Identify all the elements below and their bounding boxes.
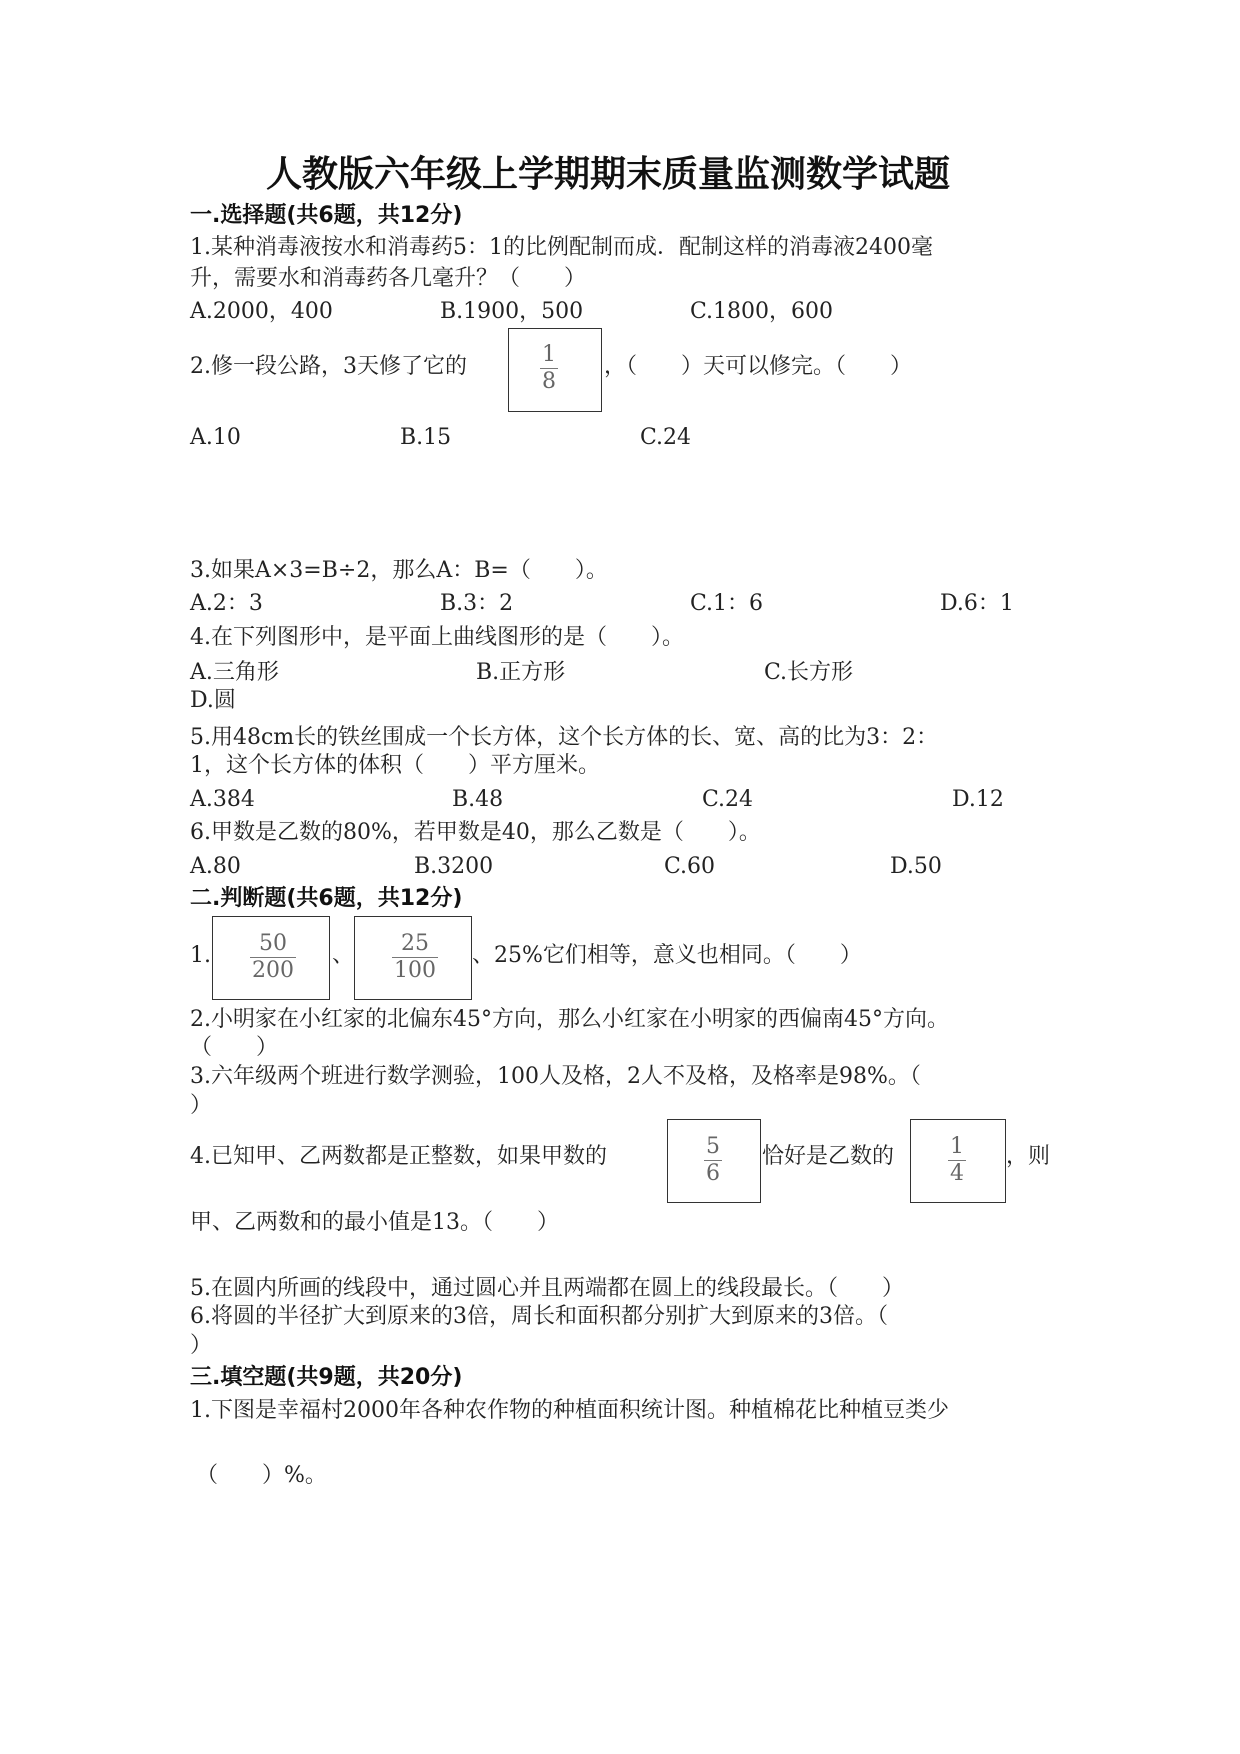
judgement-2-line-2: （ ） bbox=[190, 1035, 279, 1060]
judgement-3-line-1: 3.六年级两个班进行数学测验，100人及格，2人不及格，及格率是98%。（ bbox=[190, 1064, 921, 1089]
judgement-4-stem-pre: 4.已知甲、乙两数都是正整数，如果甲数的 bbox=[190, 1144, 607, 1169]
question-3-option-b: B.3：2 bbox=[440, 591, 514, 616]
fraction-numerator: 5 bbox=[706, 1134, 720, 1159]
question-1-option-b: B.1900，500 bbox=[440, 299, 584, 324]
judgement-3-line-2: ） bbox=[190, 1093, 213, 1118]
question-2-stem-pre: 2.修一段公路，3天修了它的 bbox=[190, 354, 467, 379]
fraction-denominator: 6 bbox=[706, 1161, 720, 1186]
fill-1-line-2: （ ）%。 bbox=[196, 1463, 327, 1488]
question-6-option-a: A.80 bbox=[190, 854, 241, 879]
section-heading-judgement: 二.判断题(共6题，共12分) bbox=[190, 886, 463, 911]
judgement-6-line-1: 6.将圆的半径扩大到原来的3倍，周长和面积都分别扩大到原来的3倍。（ bbox=[190, 1304, 888, 1329]
question-1-line-2: 升，需要水和消毒药各几毫升？（ ） bbox=[190, 266, 587, 291]
question-3-stem: 3.如果A×3=B÷2，那么A：B=（ ）。 bbox=[190, 558, 608, 583]
fraction-denominator: 100 bbox=[394, 958, 436, 983]
question-1-option-a: A.2000，400 bbox=[190, 299, 333, 324]
question-4-option-a: A.三角形 bbox=[190, 660, 279, 685]
section-heading-fill-in: 三.填空题(共9题，共20分) bbox=[190, 1365, 463, 1390]
fraction-25-100 bbox=[392, 932, 438, 983]
fraction-denominator: 200 bbox=[252, 958, 294, 983]
question-2-stem-post: ，（ ）天可以修完。（ ） bbox=[604, 354, 913, 379]
judgement-4-stem-mid: 恰好是乙数的 bbox=[762, 1144, 895, 1169]
question-6-stem: 6.甲数是乙数的80%，若甲数是40，那么乙数是（ ）。 bbox=[190, 820, 761, 845]
fill-1-line-1: 1.下图是幸福村2000年各种农作物的种植面积统计图。种植棉花比种植豆类少 bbox=[190, 1398, 949, 1423]
question-1-option-c: C.1800，600 bbox=[690, 299, 834, 324]
fraction-1-4 bbox=[948, 1135, 966, 1186]
question-4-option-c: C.长方形 bbox=[764, 660, 854, 685]
question-3-option-c: C.1：6 bbox=[690, 591, 764, 616]
question-5-option-a: A.384 bbox=[190, 787, 255, 812]
question-2-option-c: C.24 bbox=[640, 425, 692, 450]
question-4-stem: 4.在下列图形中，是平面上曲线图形的是（ ）。 bbox=[190, 625, 684, 650]
fraction-50-200 bbox=[250, 932, 296, 983]
question-5-option-b: B.48 bbox=[452, 787, 504, 812]
question-5-option-d: D.12 bbox=[952, 787, 1004, 812]
question-6-option-c: C.60 bbox=[664, 854, 716, 879]
judgement-1-number: 1. bbox=[190, 943, 211, 968]
question-1-line-1: 1.某种消毒液按水和消毒药5：1的比例配制而成．配制这样的消毒液2400毫 bbox=[190, 235, 933, 260]
judgement-5-stem: 5.在圆内所画的线段中，通过圆心并且两端都在圆上的线段最长。（ ） bbox=[190, 1276, 904, 1301]
question-3-option-a: A.2：3 bbox=[190, 591, 263, 616]
question-4-option-d: D.圆 bbox=[190, 688, 236, 713]
judgement-1-stem-post: 、25%它们相等，意义也相同。（ ） bbox=[472, 943, 862, 968]
fraction-1-8 bbox=[540, 343, 558, 394]
question-6-option-d: D.50 bbox=[890, 854, 942, 879]
fraction-numerator: 1 bbox=[542, 342, 556, 367]
judgement-6-line-2: ） bbox=[190, 1333, 213, 1358]
question-4-option-b: B.正方形 bbox=[476, 660, 566, 685]
fraction-numerator: 1 bbox=[950, 1134, 964, 1159]
fraction-numerator: 50 bbox=[259, 931, 287, 956]
question-6-option-b: B.3200 bbox=[414, 854, 494, 879]
question-3-option-d: D.6：1 bbox=[940, 591, 1014, 616]
judgement-2-line-1: 2.小明家在小红家的北偏东45°方向，那么小红家在小明家的西偏南45°方向。 bbox=[190, 1007, 949, 1032]
judgement-4-stem-post: ，则 bbox=[1006, 1144, 1051, 1169]
judgement-4-line-2: 甲、乙两数和的最小值是13。（ ） bbox=[190, 1210, 559, 1235]
fraction-denominator: 8 bbox=[542, 369, 556, 394]
section-heading-choice: 一.选择题(共6题，共12分) bbox=[190, 203, 463, 228]
question-5-line-1: 5.用48cm长的铁丝围成一个长方体，这个长方体的长、宽、高的比为3：2： bbox=[190, 725, 939, 750]
question-2-option-b: B.15 bbox=[400, 425, 452, 450]
page-title: 人教版六年级上学期期末质量监测数学试题 bbox=[266, 153, 951, 195]
fraction-numerator: 25 bbox=[401, 931, 429, 956]
question-5-option-c: C.24 bbox=[702, 787, 754, 812]
fraction-5-6 bbox=[704, 1135, 722, 1186]
fraction-denominator: 4 bbox=[950, 1161, 964, 1186]
question-5-line-2: 1，这个长方体的体积（ ）平方厘米。 bbox=[190, 753, 600, 778]
judgement-1-separator: 、 bbox=[332, 943, 355, 968]
question-2-option-a: A.10 bbox=[190, 425, 241, 450]
